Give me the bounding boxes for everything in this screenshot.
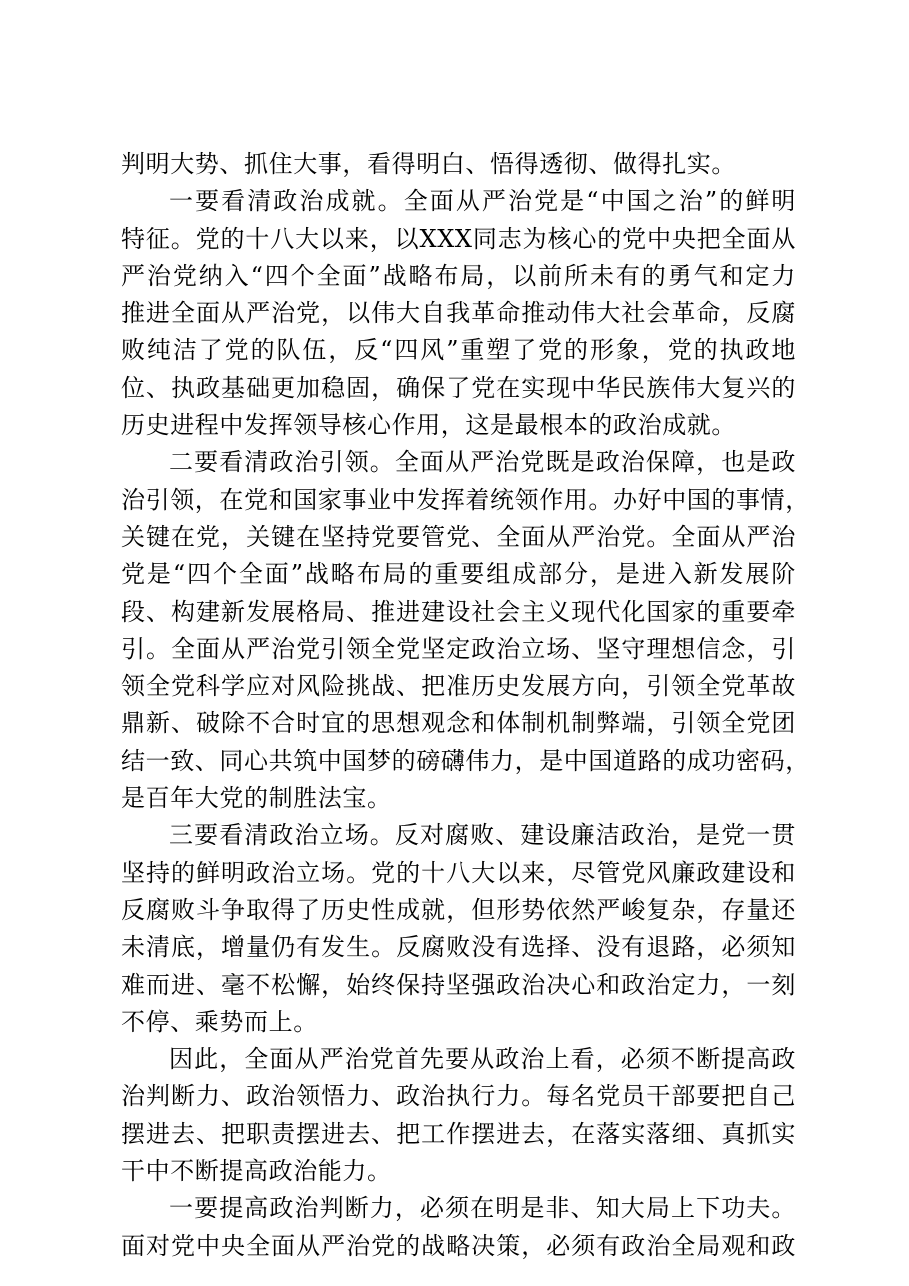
text-line: 一要看清政治成就。全面从严治党是“中国之治”的鲜明 <box>169 187 796 216</box>
paragraph <box>121 146 796 183</box>
paragraph <box>121 1190 796 1265</box>
text-line: 推进全面从严治党，以伟大自我革命推动伟大社会革命，反腐 <box>121 299 796 328</box>
text-line: 未清底，增量仍有发生。反腐败没有选择、没有退路，必须知 <box>121 933 796 962</box>
text-line: 摆进去、把职责摆进去、把工作摆进去，在落实落细、真抓实 <box>121 1119 796 1148</box>
text-line: 严治党纳入“四个全面”战略布局，以前所未有的勇气和定力 <box>121 261 796 290</box>
text-line: 三要看清政治立场。反对腐败、建设廉洁政治，是党一贯 <box>169 821 796 850</box>
paragraph <box>121 444 810 817</box>
text-line: 坚持的鲜明政治立场。党的十八大以来，尽管党风廉政建设和 <box>121 858 796 887</box>
paragraph <box>121 183 796 444</box>
text-line: 党是“四个全面”战略布局的重要组成部分，是进入新发展阶 <box>121 560 796 589</box>
text-line: 结一致、同心共筑中国梦的磅礴伟力，是中国道路的成功密码， <box>121 746 810 775</box>
paragraph <box>121 817 796 1041</box>
text-line: 特征。党的十八大以来，以XXX同志为核心的党中央把全面从 <box>121 224 796 253</box>
text-line: 面对党中央全面从严治党的战略决策，必须有政治全局观和政 <box>121 1231 796 1260</box>
text-line: 不停、乘势而上。 <box>121 1007 318 1036</box>
text-line: 难而进、毫不松懈，始终保持坚强政治决心和政治定力，一刻 <box>121 970 796 999</box>
text-line: 关键在党，关键在坚持党要管党、全面从严治党。全面从严治 <box>121 522 796 551</box>
paragraph <box>121 1041 796 1190</box>
text-line: 鼎新、破除不合时宜的思想观念和体制机制弊端，引领全党团 <box>121 709 796 738</box>
text-line: 反腐败斗争取得了历史性成就，但形势依然严峻复杂，存量还 <box>121 895 796 924</box>
document-body <box>121 146 810 1265</box>
text-line: 位、执政基础更加稳固，确保了党在实现中华民族伟大复兴的 <box>121 373 796 402</box>
text-line: 二要看清政治引领。全面从严治党既是政治保障，也是政 <box>169 448 796 477</box>
text-line: 领全党科学应对风险挑战、把准历史发展方向，引领全党革故 <box>121 672 796 701</box>
text-line: 一要提高政治判断力，必须在明是非、知大局上下功夫。 <box>169 1194 796 1223</box>
text-line: 治引领，在党和国家事业中发挥着统领作用。办好中国的事情， <box>121 485 810 514</box>
text-line: 因此，全面从严治党首先要从政治上看，必须不断提高政 <box>169 1045 796 1074</box>
text-line: 段、构建新发展格局、推进建设社会主义现代化国家的重要牵 <box>121 597 796 626</box>
text-line: 败纯洁了党的队伍，反“四风”重塑了党的形象，党的执政地 <box>121 336 796 365</box>
text-line: 治判断力、政治领悟力、政治执行力。每名党员干部要把自己 <box>121 1082 796 1111</box>
text-line: 判明大势、抓住大事，看得明白、悟得透彻、做得扎实。 <box>121 150 736 178</box>
text-line: 引。全面从严治党引领全党坚定政治立场、坚守理想信念，引 <box>121 634 796 663</box>
text-line: 历史进程中发挥领导核心作用，这是最根本的政治成就。 <box>121 411 736 440</box>
text-line: 是百年大党的制胜法宝。 <box>121 784 392 813</box>
text-line: 干中不断提高政治能力。 <box>121 1157 392 1186</box>
